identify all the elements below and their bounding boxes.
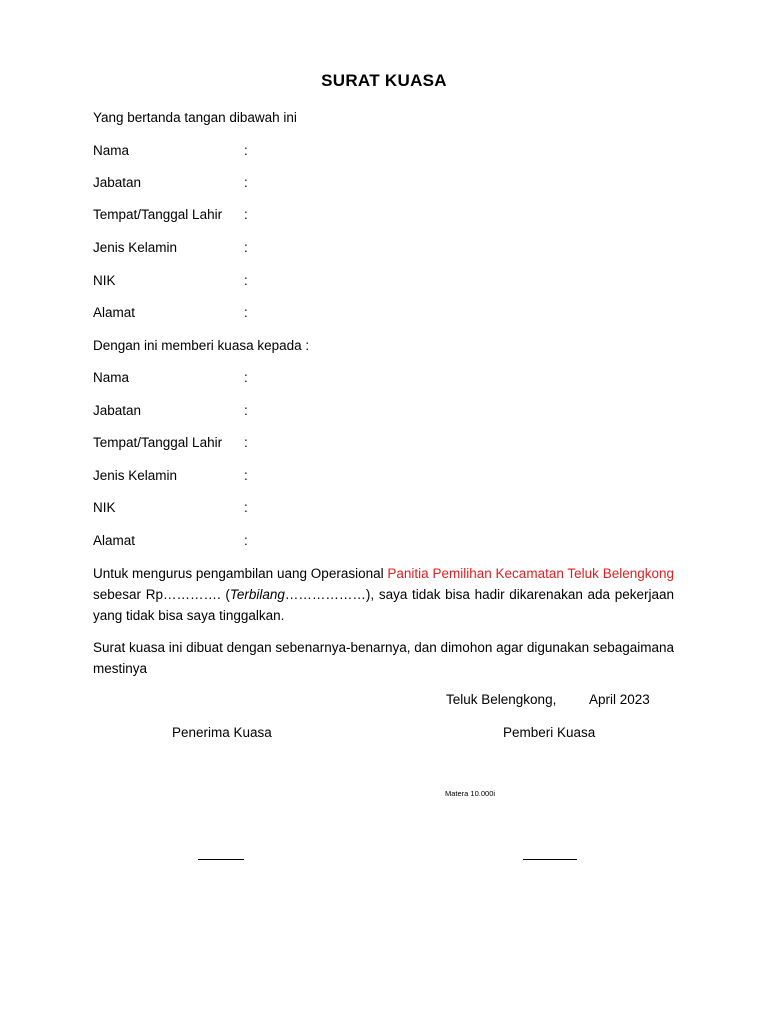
field-label: Alamat <box>93 305 136 320</box>
field-colon: : <box>244 273 248 288</box>
recipient-signature-label: Penerima Kuasa <box>172 725 272 740</box>
closing-paragraph: Surat kuasa ini dibuat dengan sebenarnya-benarnya, dan dimohon agar digunakan sebagaimana mestinya <box>93 640 674 676</box>
grant-statement: Dengan ini memberi kuasa kepada : <box>93 338 310 353</box>
amount-in-words-label: Terbilang <box>229 587 285 602</box>
field-colon: : <box>244 370 248 385</box>
purpose-text-2: sebesar Rp…………. ( <box>93 587 230 602</box>
purpose-text-3: ………………), saya tidak bisa hadir dikarenakan ada pekerjaan yang tidak bisa saya tinggalkan. <box>93 587 674 623</box>
date-text: April 2023 <box>589 692 650 707</box>
field-label: Jabatan <box>93 175 142 190</box>
field-label: Tempat/Tanggal Lahir <box>93 207 223 222</box>
committee-name-highlight: Panitia Pemilihan Kecamatan Teluk Belengkong <box>387 566 675 581</box>
field-colon: : <box>244 403 248 418</box>
grantee-field-address <box>93 533 693 553</box>
field-label: Jenis Kelamin <box>93 468 178 483</box>
recipient-signature-line <box>198 859 244 860</box>
field-label: NIK <box>93 500 116 515</box>
grantor-field-nik <box>93 273 693 293</box>
field-colon: : <box>244 143 248 158</box>
field-label: Tempat/Tanggal Lahir <box>93 435 223 450</box>
field-label: Jenis Kelamin <box>93 240 178 255</box>
field-label: Nama <box>93 143 130 158</box>
grantor-field-address <box>93 305 693 325</box>
grantor-field-gender <box>93 240 693 260</box>
field-label: Jabatan <box>93 403 142 418</box>
grantee-field-birth <box>93 435 693 455</box>
place-text: Teluk Belengkong, <box>446 692 557 707</box>
intro-text: Yang bertanda tangan dibawah ini <box>93 110 297 125</box>
place-date-line <box>446 692 650 707</box>
field-colon: : <box>244 533 248 548</box>
grantee-field-position <box>93 403 693 423</box>
field-colon: : <box>244 435 248 450</box>
field-colon: : <box>244 500 248 515</box>
purpose-paragraph <box>93 563 674 626</box>
field-label: Alamat <box>93 533 136 548</box>
field-colon: : <box>244 240 248 255</box>
grantor-signature-label: Pemberi Kuasa <box>503 725 596 740</box>
grantor-field-birth <box>93 207 693 227</box>
field-colon: : <box>244 305 248 320</box>
field-colon: : <box>244 468 248 483</box>
field-colon: : <box>244 207 248 222</box>
grantee-field-nik <box>93 500 693 520</box>
field-colon: : <box>244 175 248 190</box>
grantor-field-position <box>93 175 693 195</box>
field-label: Nama <box>93 370 130 385</box>
grantor-field-name <box>93 143 693 163</box>
grantee-field-name <box>93 370 693 390</box>
stamp-duty-note: Matera 10.000i <box>445 789 496 798</box>
purpose-text-1: Untuk mengurus pengambilan uang Operasional <box>93 566 388 581</box>
grantee-field-gender <box>93 468 693 488</box>
field-label: NIK <box>93 273 116 288</box>
grantor-signature-line <box>523 859 577 860</box>
document-title: SURAT KUASA <box>321 71 447 90</box>
